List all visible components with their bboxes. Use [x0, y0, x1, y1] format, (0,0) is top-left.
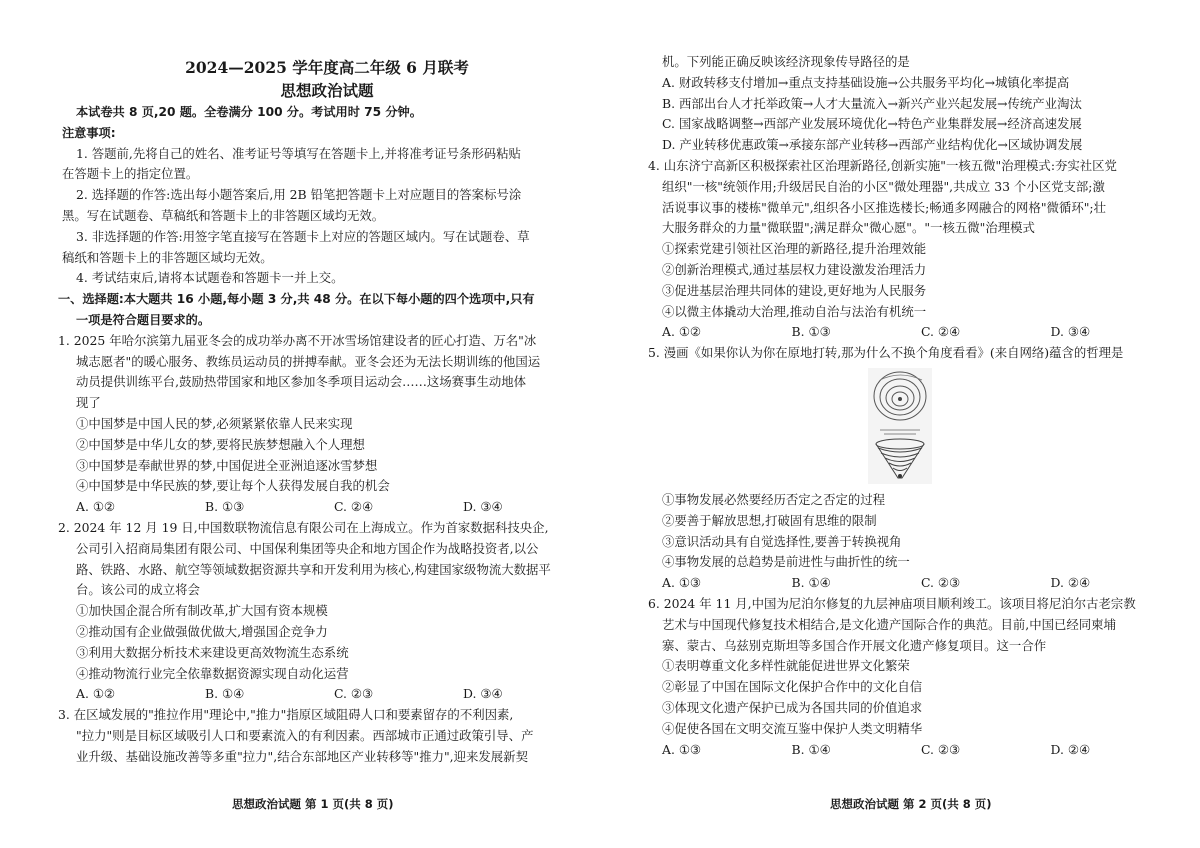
question-stem: 活说事议事的楼栋"微单元",组织各小区推选楼长;畅通多网融合的网格"微循环";壮 — [662, 199, 1106, 215]
statement: ④事物发展的总趋势是前进性与曲折性的统一 — [662, 554, 910, 570]
statement: ①事物发展必然要经历否定之否定的过程 — [662, 491, 886, 507]
statement: ①加快国企混合所有制改革,扩大国有资本规模 — [76, 603, 328, 619]
question-stem: 城志愿者"的暖心服务、教练员运动员的拼搏奉献。亚冬会还为无法长期训练的他国运 — [76, 353, 541, 369]
exam-title: 2024—2025 学年度高二年级 6 月联考 — [185, 58, 469, 77]
notice-line: 稿纸和答题卡上的非答题区域均无效。 — [62, 249, 273, 265]
choice-d: D. ②④ — [1050, 741, 1091, 757]
question-3 — [58, 705, 592, 767]
statement: ④推动物流行业完全依靠数据资源实现自动化运营 — [76, 665, 349, 681]
choice-d: D. ③④ — [1050, 324, 1091, 340]
answer-choices — [62, 684, 592, 705]
page-1-column — [58, 56, 592, 768]
choice-b: B. ①③ — [205, 499, 245, 515]
question-1 — [58, 331, 592, 518]
answer-choices — [648, 322, 1180, 343]
question-stem: 5. 漫画《如果你认为你在原地打转,那为什么不换个角度看看》(来自网络)蕴含的哲理是 — [648, 345, 1124, 361]
cartoon-image — [868, 368, 932, 484]
statement: ④促使各国在文明交流互鉴中保护人类文明精华 — [662, 720, 923, 736]
choice-d: D. ③④ — [463, 686, 503, 702]
notice-line: 1. 答题前,先将自己的姓名、准考证号等填写在答题卡上,并将准考证号条形码粘贴 — [76, 145, 521, 161]
question-stem: 路、铁路、水路、航空等领域数据资源共享和开发利用为核心,构建国家级物流大数据平 — [76, 561, 551, 577]
page-footer: 思想政治试题 第 1 页(共 8 页) — [232, 797, 394, 811]
choice-a: A. ①② — [76, 686, 116, 702]
choice-a: A. ①③ — [662, 575, 702, 591]
question-stem: 机。下列能正确反映该经济现象传导路径的是 — [662, 54, 910, 69]
section-heading-cont: 一项是符合题目要求的。 — [76, 312, 211, 327]
question-stem: 台。该公司的成立将会 — [76, 582, 200, 598]
notice-line: 3. 非选择题的作答:用签字笔直接写在答题卡上对应的答题区域内。写在试题卷、草 — [76, 228, 530, 244]
choice-c: C. ②④ — [921, 324, 961, 340]
question-stem: 3. 在区域发展的"推拉作用"理论中,"推力"指原区域阻碍人口和要素留存的不利因素, — [58, 707, 514, 723]
choice-a: A. ①② — [662, 324, 702, 340]
question-stem: 公司引入招商局集团有限公司、中国保利集团等央企和地方国企作为战略投资者,以公 — [76, 540, 539, 556]
exam-page-2 — [600, 0, 1200, 848]
question-stem: 业升级、基础设施改善等多重"拉力",结合东部地区产业转移等"推力",迎来发展新契 — [76, 748, 528, 764]
statement: ②推动国有企业做强做优做大,增强国企竞争力 — [76, 623, 328, 639]
exam-subject: 思想政治试题 — [280, 81, 374, 100]
question-stem: 1. 2025 年哈尔滨第九届亚冬会的成功举办离不开冰雪场馆建设者的匠心打造、万名"冰 — [58, 332, 537, 348]
choice-b: B. ①④ — [791, 575, 831, 591]
answer-choices — [62, 497, 592, 518]
statement: ③体现文化遗产保护已成为各国共同的价值追求 — [662, 699, 923, 715]
question-stem: 动员提供训练平台,鼓励热带国家和地区参加冬季项目运动会……这场赛事生动地体 — [76, 374, 527, 390]
statement: ①中国梦是中国人民的梦,必须紧紧依靠人民来实现 — [76, 415, 353, 431]
statement: ①探索党建引领社区治理的新路径,提升治理效能 — [662, 241, 927, 257]
option-c: C. 国家战略调整→西部产业发展环境优化→特色产业集群发展→经济高速发展 — [662, 116, 1082, 132]
statement: ④以微主体撬动大治理,推动自治与法治有机统一 — [662, 303, 927, 319]
question-stem: 2. 2024 年 12 月 19 日,中国数联物流信息有限公司在上海成立。作为首家数据科技央企, — [58, 519, 549, 535]
statement: ③中国梦是奉献世界的梦,中国促进全亚洲追逐冰雪梦想 — [76, 457, 378, 473]
statement: ②创新治理模式,通过基层权力建设激发治理活力 — [662, 261, 927, 277]
question-4 — [648, 156, 1180, 343]
exam-meta: 本试卷共 8 页,20 题。全卷满分 100 分。考试用时 75 分钟。 — [76, 105, 422, 119]
statement: ③利用大数据分析技术来建设更高效物流生态系统 — [76, 644, 349, 660]
statement: ③意识活动具有自觉选择性,要善于转换视角 — [662, 533, 902, 549]
choice-b: B. ①④ — [205, 686, 245, 702]
statement: ②要善于解放思想,打破固有思维的限制 — [662, 512, 877, 528]
section-heading: 一、选择题:本大题共 16 小题,每小题 3 分,共 48 分。在以下每小题的四个选项中,只有 — [58, 292, 535, 307]
question-stem: 4. 山东济宁高新区积极探索社区治理新路径,创新实施"一核五微"治理模式:夯实社区党 — [648, 157, 1117, 173]
option-d: D. 产业转移优惠政策→承接东部产业转移→西部产业结构优化→区域协调发展 — [662, 137, 1083, 153]
option-a: A. 财政转移支付增加→重点支持基础设施→公共服务平均化→城镇化率提高 — [662, 74, 1070, 90]
choice-d: D. ②④ — [1050, 575, 1091, 591]
answer-choices — [648, 740, 1180, 761]
question-5 — [648, 343, 1180, 594]
choice-a: A. ①② — [76, 499, 116, 515]
choice-c: C. ②③ — [921, 575, 961, 591]
choice-c: C. ②④ — [334, 499, 374, 515]
notice-line: 4. 考试结束后,请将本试题卷和答题卡一并上交。 — [76, 270, 344, 286]
page-footer: 思想政治试题 第 2 页(共 8 页) — [830, 797, 992, 811]
question-stem: 现了 — [76, 395, 101, 411]
statement: ①表明尊重文化多样性就能促进世界文化繁荣 — [662, 658, 910, 674]
notice-line: 黑。写在试题卷、草稿纸和答题卡上的非答题区域均无效。 — [62, 207, 385, 223]
choice-c: C. ②③ — [334, 686, 374, 702]
choice-a: A. ①③ — [662, 741, 702, 757]
notice-line: 2. 选择题的作答:选出每小题答案后,用 2B 铅笔把答题卡上对应题目的答案标号涂 — [76, 187, 522, 203]
question-stem: "拉力"则是目标区域吸引人口和要素流入的有利因素。西部城市正通过政策引导、产 — [76, 727, 534, 743]
statement: ④中国梦是中华民族的梦,要让每个人获得发展自我的机会 — [76, 478, 390, 494]
question-stem: 寨、蒙古、乌兹别克斯坦等多国合作开展文化遗产修复项目。这一合作 — [662, 637, 1047, 653]
page-2-column — [648, 52, 1180, 760]
question-stem: 组织"一核"统领作用;升级居民自治的小区"微处理器",共成立 33 个小区党支部;激 — [662, 178, 1105, 194]
choice-b: B. ①④ — [791, 741, 831, 757]
choice-c: C. ②③ — [921, 741, 961, 757]
question-stem: 艺术与中国现代修复技术相结合,是文化遗产国际合作的典范。目前,中国已经同柬埔 — [662, 616, 1116, 632]
choice-d: D. ③④ — [463, 499, 503, 515]
notice-heading: 注意事项: — [62, 125, 116, 140]
question-2 — [58, 518, 592, 705]
statement: ③促进基层治理共同体的建设,更好地为人民服务 — [662, 282, 927, 298]
choice-b: B. ①③ — [791, 324, 831, 340]
notice-line: 在答题卡上的指定位置。 — [62, 166, 199, 182]
spiral-cartoon-icon — [868, 368, 932, 484]
option-b: B. 西部出台人才托举政策→人才大量流入→新兴产业兴起发展→传统产业淘汰 — [662, 95, 1082, 111]
statement: ②中国梦是中华儿女的梦,要将民族梦想融入个人理想 — [76, 436, 365, 452]
question-stem: 大服务群众的力量"微联盟";满足群众"微心愿"。"一核五微"治理模式 — [662, 220, 1035, 236]
question-stem: 6. 2024 年 11 月,中国为尼泊尔修复的九层神庙项目顺利竣工。该项目将尼泊尔古老宗教 — [648, 595, 1136, 611]
answer-choices — [648, 573, 1180, 594]
question-6 — [648, 594, 1180, 760]
statement: ②彰显了中国在国际文化保护合作中的文化自信 — [662, 679, 923, 695]
